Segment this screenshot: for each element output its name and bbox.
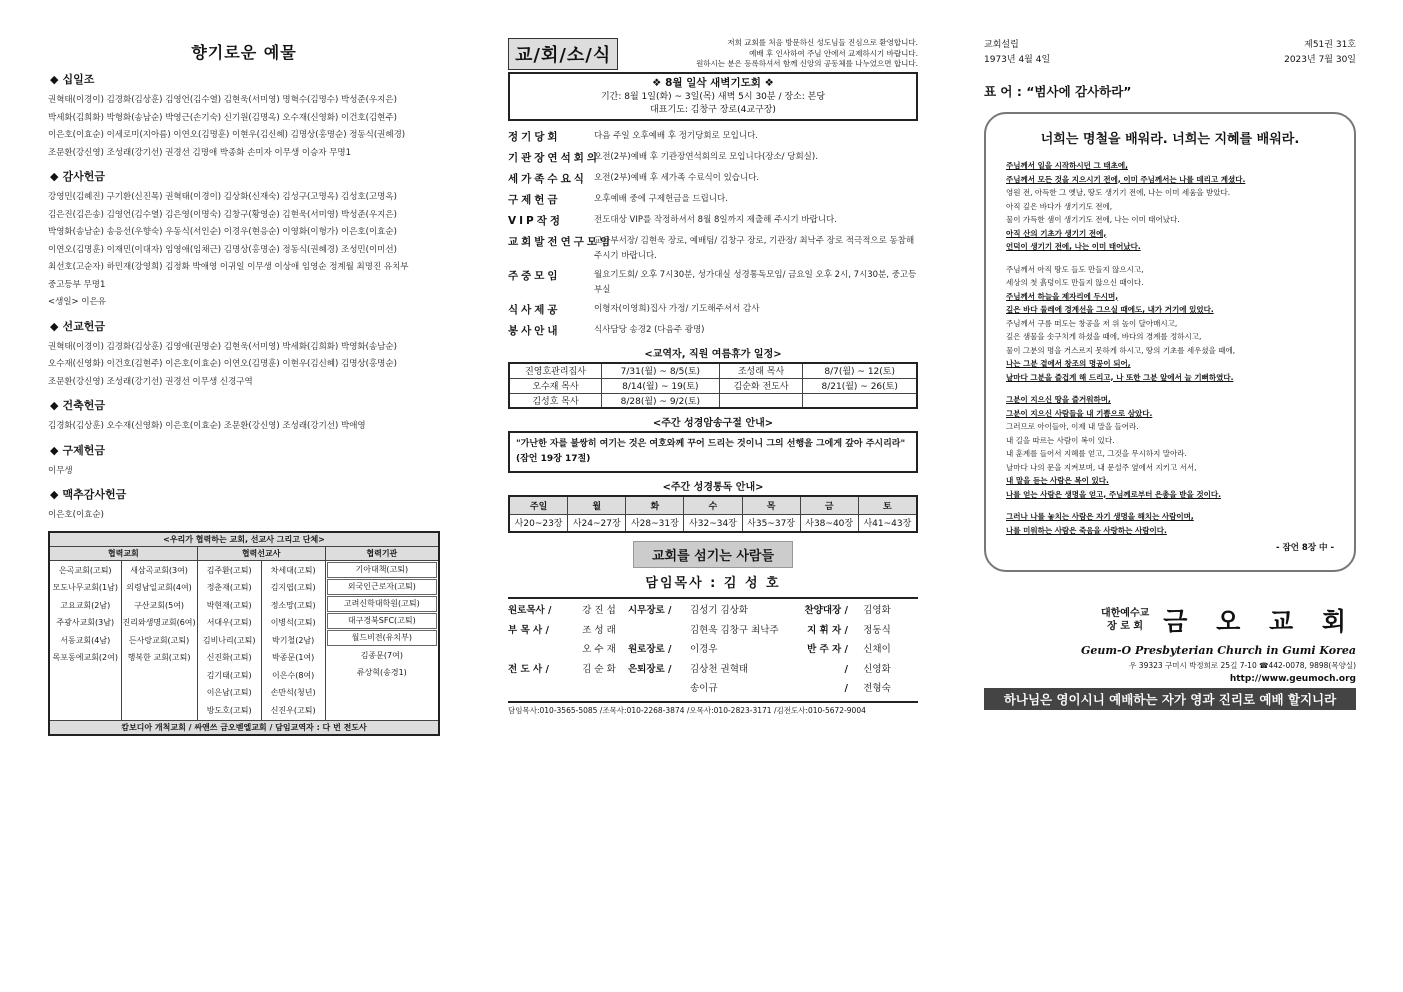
establishment-date: 1973년 4월 4일 bbox=[984, 55, 1051, 65]
staff-cell: 부 목 사 / bbox=[508, 624, 549, 636]
offering-column bbox=[48, 40, 440, 736]
section-heading-text: 건축헌금 bbox=[62, 399, 105, 412]
staff-cell: 김영화 bbox=[863, 605, 891, 616]
staff-cell: 전 도 사 / bbox=[508, 663, 549, 675]
donor-line: 권혁태(이경이) 김경화(김상훈) 김영언(김수열) 김현욱(서미영) 명혁수(김명수) 박성준(우지은) bbox=[48, 95, 397, 105]
donor-line: 이은호(이효순) 이세로미(지아름) 이연오(김명훈) 이현우(김신혜) 김명상(홍명순) 정동식(권혜경) bbox=[48, 130, 406, 140]
vacation-cell: 8/28(월) ~ 9/2(토) bbox=[602, 393, 720, 408]
donor-line: 오수재(신영화) 이건호(김현주) 이은호(이효순) 이연오(김명훈) 이현우(김신혜) 김명상(홍명순) bbox=[48, 359, 397, 369]
staff-cell: 강 진 섭 bbox=[582, 605, 616, 616]
announcement bbox=[508, 268, 918, 298]
donor-line: 박영화(송남순) 송응선(우향숙) 우동식(서인순) 이경우(현응순) 이영화(이형가) 이은호(이효순) bbox=[48, 227, 397, 237]
staff-cell: 시무장로 / bbox=[628, 605, 672, 616]
org-item: 고려신학대학원(고퇴) bbox=[327, 596, 437, 612]
reading-cell: 사35~37장 bbox=[742, 514, 800, 532]
missionary-list-a bbox=[197, 560, 261, 721]
coop-item: 김기태(고퇴) bbox=[206, 670, 252, 680]
reading-row bbox=[509, 514, 917, 532]
donor-line: 중고등부 무명1 bbox=[48, 279, 106, 290]
coop-item: 은곡교회(고퇴) bbox=[58, 565, 112, 575]
announcement-label: 봉사안내 bbox=[508, 325, 561, 337]
bulletin-info bbox=[984, 38, 1356, 68]
establishment-label: 교회설립 bbox=[984, 40, 1019, 50]
staff-list bbox=[508, 597, 918, 703]
cooperation-table bbox=[48, 531, 440, 737]
announcement bbox=[508, 192, 918, 209]
reading-days bbox=[509, 496, 917, 514]
scripture-line: 내 말을 듣는 사람은 복이 있다. bbox=[1006, 476, 1109, 485]
coop-item: 박기철(2남) bbox=[272, 635, 315, 645]
people-title-label: 교회를 섬기는 사람들 bbox=[633, 541, 793, 568]
memory-verse: "가난한 자를 불쌍히 여기는 것은 여호와께 꾸어 드리는 것이니 그의 선행을 그에게 갚아 주시리라"(잠언 19장 17절) bbox=[508, 431, 918, 473]
scripture-line: 세상의 첫 흙덩이도 만들지 않으신 때이다. bbox=[1006, 278, 1144, 287]
staff-cell bbox=[628, 679, 690, 699]
staff-cell: 김 순 화 bbox=[582, 663, 616, 675]
coop-item: 박현재(고퇴) bbox=[206, 600, 252, 610]
scripture-line: 언덕이 생기기 전에, 나는 이미 태어났다. bbox=[1006, 242, 1141, 251]
vacation-cell bbox=[803, 393, 917, 408]
diamond-icon: ◆ bbox=[50, 319, 59, 333]
coop-item: 신진우(고퇴) bbox=[270, 705, 316, 715]
senior-pastor: 담임목사 : 김 성 호 bbox=[645, 576, 781, 591]
staff-cell: 조 성 래 bbox=[582, 624, 616, 636]
staff-cell: 정동식 bbox=[863, 624, 891, 636]
scripture-line: 물이 그분의 명을 거스르지 못하게 하시고, 땅의 기초를 세우셨을 때에, bbox=[1006, 345, 1236, 355]
people-title bbox=[508, 541, 918, 568]
diamond-icon: ◆ bbox=[50, 443, 59, 457]
announcement bbox=[508, 323, 918, 340]
vacation-row bbox=[509, 393, 917, 408]
announcement-label: 교회발전연구모임 bbox=[508, 236, 614, 248]
coop-item: 행복한 교회(고퇴) bbox=[127, 653, 191, 662]
scripture-line: 주님께서 하늘을 제자리에 두시며, bbox=[1006, 291, 1119, 301]
donor-line: 조문환(강신영) 조성래(강기선) 권경선 이무생 신경구역 bbox=[48, 376, 253, 387]
coop-item: 김종문(7여) bbox=[360, 650, 403, 660]
diamond-icon: ◆ bbox=[50, 170, 59, 183]
establishment bbox=[984, 38, 1050, 68]
coop-item: 류상혁(송경1) bbox=[356, 668, 407, 677]
staff-cell: / bbox=[844, 663, 848, 675]
coop-item: 고요교회(2남) bbox=[60, 600, 111, 610]
section-heading bbox=[50, 318, 440, 334]
reading-day: 목 bbox=[742, 496, 800, 514]
org-item: 기아대책(고퇴) bbox=[327, 562, 437, 578]
welcome-text bbox=[618, 38, 918, 70]
scripture-line: 깊은 바다 둘레에 경계선을 그으실 때에도, 내가 거기에 있었다. bbox=[1006, 305, 1214, 314]
vacation-cell: 조성래 목사 bbox=[719, 363, 803, 378]
staff-cell: 원로목사 / bbox=[508, 605, 552, 616]
denomination bbox=[1101, 607, 1149, 633]
coop-item: 서대우(고퇴) bbox=[206, 618, 252, 627]
announcement bbox=[508, 213, 918, 230]
reading-day: 주일 bbox=[509, 496, 568, 514]
staff-cell bbox=[508, 679, 570, 699]
announcement-text: 오전(2부)예배 후 세가족 수료식이 있습니다. bbox=[594, 173, 760, 183]
church-name-block bbox=[984, 602, 1356, 638]
announcement-label: 식사제공 bbox=[508, 304, 561, 316]
staff-cell: 신영화 bbox=[863, 663, 891, 675]
denomination-line1: 대한예수교 bbox=[1100, 608, 1150, 619]
coop-item: 든사랑교회(고퇴) bbox=[128, 635, 190, 645]
vacation-row bbox=[509, 363, 917, 378]
staff-row bbox=[508, 660, 918, 680]
scripture-line: 날마다 그분을 즐겁게 해 드리고, 나 또한 그분 앞에서 늘 기뻐하였다. bbox=[1006, 372, 1234, 382]
coop-item: 진리와생명교회(6여) bbox=[122, 618, 196, 627]
coop-item: 차세대(고퇴) bbox=[270, 565, 316, 575]
scripture-line: 주님께서 모든 것을 지으시기 전에, 이미 주님께서는 나를 데리고 계셨다. bbox=[1006, 174, 1246, 184]
reading-cell: 사28~31장 bbox=[626, 514, 684, 532]
vacation-row bbox=[509, 378, 917, 393]
scripture-line: 날마다 나의 문을 지켜보며, 내 문설주 옆에서 지키고 서서, bbox=[1006, 462, 1197, 472]
offering-section bbox=[48, 486, 440, 525]
announcement-text: 오전(2부)예배 후 기관장연석회의로 모입니다(장소/ 당회실). bbox=[594, 152, 818, 162]
announcement-text: 다음 주일 오후예배 후 정기당회로 모입니다. bbox=[594, 131, 759, 141]
announcement-text: 오후예배 중에 구제헌금을 드립니다. bbox=[594, 194, 728, 204]
donor-line: 이연오(김명훈) 이재민(이대자) 임영애(임채근) 김명상(홍명순) 정동식(권혜경) 조성민(이미선) bbox=[48, 244, 397, 255]
scripture-line: 주님께서 일을 시작하시던 그 태초에, bbox=[1006, 161, 1128, 170]
news-column bbox=[508, 38, 918, 716]
reading-day: 화 bbox=[626, 496, 684, 514]
staff-row bbox=[508, 621, 918, 641]
staff-row bbox=[508, 601, 918, 621]
announcement-text: 식사담당 송경2 (다음주 광명) bbox=[594, 325, 705, 335]
coop-item: 모도나무교회(1남) bbox=[52, 583, 118, 592]
coop-item: 주광사교회(3남) bbox=[56, 618, 115, 627]
donor-line: 조문환(강신영) 조성래(강기선) 권경선 김명애 박종화 손미자 이무생 이승자 무명1 bbox=[48, 147, 352, 158]
diamond-icon: ◆ bbox=[50, 73, 59, 86]
vacation-title: <교역자, 직원 여름휴가 일정> bbox=[644, 349, 782, 360]
announcement-label: VIP작정 bbox=[508, 215, 564, 227]
welcome-line: 원하시는 분은 등록하셔서 함께 신앙의 공동체를 나누었으면 합니다. bbox=[696, 59, 918, 68]
donor-line: 강영민(김혜진) 구기환(신진목) 권혁태(이경이) 김상화(신재숙) 김성구(고명옥) 김성호(고명옥) bbox=[48, 192, 397, 202]
vacation-cell bbox=[719, 393, 803, 408]
donor-line: 김경화(김상훈) 오수재(신영화) 이은호(이효순) 조문환(강신영) 조성래(강기선) 박애영 bbox=[48, 421, 366, 431]
scripture-line: 나를 얻는 사람은 생명을 얻고, 주님께로부터 은총을 받을 것이다. bbox=[1006, 489, 1221, 499]
reading-title: <주간 성경통독 안내> bbox=[662, 482, 764, 493]
notice-detail: 기간: 8월 1일(화) ~ 3일(목) 새벽 5시 30분 / 장소: 본당 bbox=[600, 92, 826, 102]
section-heading bbox=[50, 168, 440, 184]
news-header bbox=[508, 38, 918, 70]
coop-item: 의령남일교회(4여) bbox=[126, 583, 192, 592]
coop-item: 박종문(1여) bbox=[272, 653, 315, 662]
scripture-line: 주님께서 구름 떠도는 창공을 저 위 높이 달아매시고, bbox=[1006, 318, 1178, 328]
section-heading bbox=[50, 71, 440, 87]
announcement-label: 기관장연석회의 bbox=[508, 152, 601, 164]
coop-item: 목포동에교회(2여) bbox=[52, 653, 118, 662]
church-motto: 하나님은 영이시니 예배하는 자가 영과 진리로 예배 할지니라 bbox=[984, 688, 1356, 710]
staff-cell: 은퇴장로 / bbox=[628, 663, 672, 675]
coop-item: 이은수(8여) bbox=[272, 670, 315, 680]
reading-table bbox=[508, 495, 918, 533]
org-header: 협력기관 bbox=[325, 546, 439, 560]
staff-row bbox=[508, 679, 918, 699]
scripture-heading: 너희는 명철을 배워라. 너희는 지혜를 배워라. bbox=[1040, 132, 1300, 147]
section-heading-text: 구제헌금 bbox=[62, 443, 105, 457]
coop-item: 새삼곡교회(3여) bbox=[130, 565, 188, 575]
reading-day: 월 bbox=[568, 496, 626, 514]
staff-cell: 신채이 bbox=[863, 644, 891, 655]
coop-item: 서동교회(4남) bbox=[60, 635, 111, 645]
donor-line: <생일> 이은유 bbox=[48, 297, 107, 307]
denomination-line2: 장 로 회 bbox=[1107, 621, 1144, 632]
coop-item: 김비나리(고퇴) bbox=[202, 635, 256, 645]
vacation-cell: 8/21(월) ~ 26(토) bbox=[803, 378, 917, 393]
staff-cell: 김상천 권혁태 bbox=[690, 663, 749, 675]
announcement-text: 월요기도회/ 오후 7시30분, 성가대실 성경통독모임/ 금요일 오후 2시, 7시30분, 중고등부실 bbox=[594, 270, 917, 295]
section-heading-text: 십일조 bbox=[62, 73, 95, 86]
vacation-cell: 김성호 목사 bbox=[509, 393, 602, 408]
coop-item: 구산교회(5여) bbox=[134, 600, 185, 610]
announcement-list bbox=[508, 129, 918, 340]
church-name-english: Geum-O Presbyterian Church in Gumi Korea bbox=[1080, 644, 1356, 657]
cover-column bbox=[984, 38, 1356, 710]
church-name: 금 오 교 회 bbox=[1163, 607, 1356, 636]
section-heading bbox=[50, 486, 440, 502]
scripture-text bbox=[1006, 159, 1334, 537]
staff-cell: 김성기 김상화 bbox=[690, 605, 749, 616]
org-item: 월드비전(유치부) bbox=[327, 630, 437, 646]
notice-leader: 대표기도: 김창구 장로(4교구장) bbox=[650, 105, 776, 115]
welcome-line: 예배 후 인사하여 주님 안에서 교제하시기 바랍니다. bbox=[749, 48, 918, 58]
scripture-line: 그분이 지으신 사람들을 내 기쁨으로 삼았다. bbox=[1006, 408, 1153, 418]
org-item: 외국인근로자(고퇴) bbox=[327, 579, 437, 595]
staff-cell: 전형숙 bbox=[863, 683, 891, 694]
coop-item: 정춘재(고퇴) bbox=[206, 583, 252, 592]
staff-cell: 오 수 재 bbox=[582, 644, 616, 655]
donor-line: 권혁태(이경이) 김경화(김상훈) 김영애(권명순) 김현욱(서미영) 박세화(김희화) 박영화(송남순) bbox=[48, 341, 397, 352]
staff-cell: 반 주 자 / bbox=[807, 644, 848, 655]
missionary-header: 협력선교사 bbox=[197, 546, 325, 560]
scripture-reference: - 잠언 8장 中 - bbox=[1276, 543, 1334, 553]
scripture-box bbox=[984, 112, 1356, 572]
vacation-cell: 8/7(월) ~ 12(토) bbox=[803, 363, 917, 378]
vacation-cell: 8/14(월) ~ 19(토) bbox=[602, 378, 720, 393]
reading-day: 수 bbox=[684, 496, 742, 514]
staff-cell bbox=[628, 621, 690, 641]
coop-item: 손만석(청년) bbox=[270, 688, 316, 697]
offering-section bbox=[48, 71, 440, 162]
section-heading-text: 맥추감사헌금 bbox=[62, 488, 127, 501]
announcement bbox=[508, 129, 918, 146]
announcement bbox=[508, 234, 918, 264]
announcement-text: 이형자(이영희)집사 가정/ 기도해주셔서 감사 bbox=[594, 304, 760, 314]
reading-cell: 사24~27장 bbox=[568, 514, 626, 532]
announcement-label: 구제헌금 bbox=[508, 194, 561, 206]
memory-title: <주간 성경암송구절 안내> bbox=[652, 418, 774, 429]
church-header: 협력교회 bbox=[49, 546, 197, 560]
reading-cell: 사32~34장 bbox=[684, 514, 742, 532]
scripture-line: 영원 전, 아득한 그 옛날, 땅도 생기기 전에, 나는 이미 세움을 받았다. bbox=[1006, 188, 1231, 197]
staff-cell: 김현욱 김창구 최낙주 bbox=[690, 624, 779, 636]
announcement bbox=[508, 150, 918, 167]
offering-section bbox=[48, 168, 440, 312]
phone-numbers: 담임목사:010-3565-5085 /조목사:010-2268-3874 /오목사:010-2823-3171 /김전도사:010-5672-9004 bbox=[508, 705, 866, 715]
volume: 제51권 31호 bbox=[1304, 40, 1356, 50]
notice-title: ❖ 8월 일삭 새벽기도회 ❖ bbox=[652, 77, 774, 89]
scripture-line: 내 훈계를 들어서 지혜를 얻고, 그것을 무시하지 말아라. bbox=[1006, 449, 1187, 458]
vacation-cell: 진영호관리집사 bbox=[509, 363, 602, 378]
diamond-icon: ◆ bbox=[50, 399, 59, 412]
donor-line: 박세화(김희화) 박형화(송남순) 박영근(손기숙) 신기원(김명옥) 오수재(신영화) 이건호(김현주) bbox=[48, 112, 397, 123]
announcement bbox=[508, 171, 918, 188]
staff-row bbox=[508, 640, 918, 660]
coop-item: 김지엽(고퇴) bbox=[270, 583, 316, 592]
announcement-text: 전도대상 VIP를 작정하셔서 8월 8일까지 제출해 주시기 바랍니다. bbox=[594, 215, 837, 225]
year-motto: 표 어 : “범사에 감사하라” bbox=[984, 84, 1132, 99]
church-list-b bbox=[121, 560, 197, 721]
church-address: 우 39323 구미시 박정희로 25길 7-10 ☎442-0078, 9898(목양실) bbox=[1129, 661, 1356, 670]
org-item: 대구경북SFC(고퇴) bbox=[327, 613, 437, 629]
vacation-table bbox=[508, 362, 918, 409]
offering-section bbox=[48, 318, 440, 392]
scripture-line: 아직 산의 기초가 생기기 전에, bbox=[1006, 228, 1107, 238]
coop-item: 신진화(고퇴) bbox=[206, 653, 252, 662]
staff-cell: 송이규 bbox=[690, 683, 718, 694]
org-list bbox=[325, 560, 439, 721]
section-heading bbox=[50, 397, 440, 413]
announcement-label: 정기당회 bbox=[508, 131, 561, 143]
donor-line: 최선호(고순자) 하민재(강영희) 김정화 박애영 이귀일 이무생 이상애 임영순 정계월 최명진 유치부 bbox=[48, 262, 409, 272]
announcement bbox=[508, 302, 918, 319]
offering-section bbox=[48, 397, 440, 436]
welcome-line: 저희 교회를 처음 방문하신 성도님들 진심으로 환영합니다. bbox=[727, 38, 918, 47]
vacation-cell: 오수재 목사 bbox=[509, 378, 602, 393]
scripture-line: 그러나 나를 놓치는 사람은 자기 생명을 해치는 사람이며, bbox=[1006, 512, 1194, 521]
staff-cell bbox=[570, 679, 628, 699]
scripture-line: 깊은 샘물을 솟구치게 하셨을 때에, 바다의 경계를 정하시고, bbox=[1006, 332, 1202, 341]
scripture-line: 그분이 지으신 땅을 즐거워하며, bbox=[1006, 395, 1111, 404]
offering-sections bbox=[48, 71, 440, 525]
coop-item: 김주환(고퇴) bbox=[206, 565, 252, 575]
reading-day: 금 bbox=[800, 496, 858, 514]
cooperation-footer: 캄보디아 개척교회 / 싸앤쓰 금오벧엘교회 / 담임교역자 : 다 번 전도사 bbox=[49, 721, 439, 736]
staff-cell: 지 휘 자 / bbox=[807, 624, 848, 636]
donor-line: 이무생 bbox=[48, 465, 73, 476]
offering-section bbox=[48, 442, 440, 481]
scripture-line: 나는 그분 곁에서 창조의 명공이 되어, bbox=[1006, 359, 1131, 368]
scripture-line: 내 길을 따르는 사람이 복이 있다. bbox=[1006, 435, 1115, 445]
section-heading-text: 감사헌금 bbox=[62, 170, 105, 183]
coop-item: 이병석(고퇴) bbox=[270, 618, 316, 627]
missionary-list-b bbox=[261, 560, 325, 721]
staff-cell bbox=[508, 640, 570, 660]
issue-date: 2023년 7월 30일 bbox=[1284, 55, 1356, 65]
staff-cell: 찬양대장 / bbox=[804, 605, 848, 616]
section-heading-text: 선교헌금 bbox=[62, 319, 105, 333]
church-list-a bbox=[49, 560, 121, 721]
announcement-text: 교육부서장/ 김현욱 장로, 예배팀/ 김창구 장로, 기관장/ 최낙주 장로 적극적으로 동참해주시기 바랍니다. bbox=[594, 236, 915, 261]
donor-line: 김은진(김은송) 김영언(김수열) 김은영(이명숙) 김창구(황영순) 김현욱(서미영) 박성준(우지은) bbox=[48, 209, 397, 220]
scripture-line: 나를 미워하는 사람은 죽음을 사랑하는 사람이다. bbox=[1006, 525, 1167, 535]
donor-line: 이은호(이효순) bbox=[48, 510, 104, 520]
coop-item: 이은남(고퇴) bbox=[206, 688, 252, 697]
announcement-label: 주중모임 bbox=[508, 270, 561, 282]
scripture-line: 아직 깊은 바다가 생기기도 전에, bbox=[1006, 201, 1113, 211]
scripture-line: 주님께서 아직 땅도 들도 만들지 않으시고, bbox=[1006, 264, 1144, 274]
vacation-cell: 7/31(월) ~ 8/5(토) bbox=[602, 363, 720, 378]
scripture-line: 물이 가득한 샘이 생기기도 전에, 나는 이미 태어났다. bbox=[1006, 215, 1180, 224]
news-title: 교/회/소/식 bbox=[508, 38, 618, 70]
announcement-label: 세가족수요식 bbox=[508, 173, 587, 185]
reading-cell: 사20~23장 bbox=[509, 514, 568, 532]
church-url[interactable]: http://www.geumoch.org bbox=[1229, 674, 1356, 684]
staff-cell: 원로장로 / bbox=[628, 644, 672, 655]
offering-title: 향기로운 예물 bbox=[191, 43, 297, 62]
vacation-cell: 김순화 전도사 bbox=[719, 378, 803, 393]
issue bbox=[1284, 38, 1356, 68]
cooperation-title: <우리가 협력하는 교회, 선교사 그리고 단체> bbox=[49, 532, 439, 547]
reading-cell: 사38~40장 bbox=[800, 514, 858, 532]
staff-cell: / bbox=[844, 683, 848, 694]
coop-item: 정소망(고퇴) bbox=[270, 600, 316, 610]
section-heading bbox=[50, 442, 440, 458]
diamond-icon: ◆ bbox=[50, 488, 59, 501]
coop-item: 방도호(고퇴) bbox=[206, 705, 252, 715]
staff-cell: 이경우 bbox=[690, 644, 718, 655]
reading-cell: 사41~43장 bbox=[858, 514, 917, 532]
reading-day: 토 bbox=[858, 496, 917, 514]
scripture-line: 그러므로 아이들아, 이제 내 말을 들어라. bbox=[1006, 422, 1139, 431]
dawn-prayer-notice bbox=[508, 72, 918, 121]
